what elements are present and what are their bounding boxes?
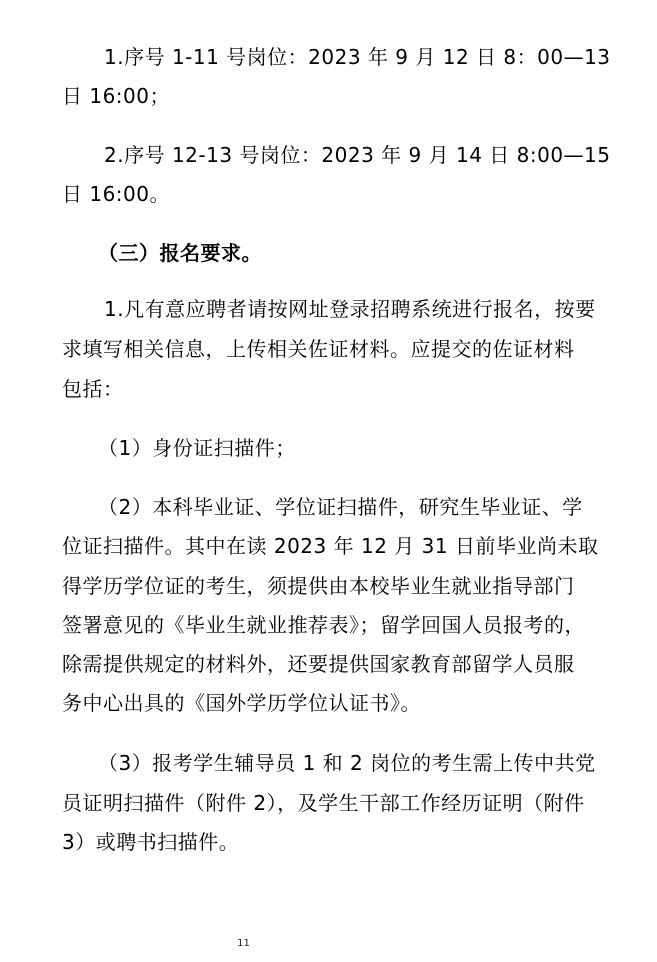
paragraph-line: 1.序号 1-11 号岗位：2023 年 9 月 12 日 8：00—13 xyxy=(104,45,611,69)
paragraph-line: 包括： xyxy=(62,377,124,401)
section-heading: （三）报名要求。 xyxy=(98,241,262,265)
paragraph-line: 日 16:00； xyxy=(62,84,170,108)
paragraph-line: 日 16:00。 xyxy=(62,182,170,206)
paragraph-line: 3）或聘书扫描件。 xyxy=(62,830,240,854)
paragraph-line: 1.凡有意应聘者请按网址登录招聘系统进行报名，按要 xyxy=(104,297,596,321)
paragraph-line: 员证明扫描件（附件 2），及学生干部工作经历证明（附件 xyxy=(62,791,585,815)
paragraph-line: 签署意见的《毕业生就业推荐表》；留学回国人员报考的， xyxy=(62,613,585,637)
list-item: （3）报考学生辅导员 1 和 2 岗位的考生需上传中共党 xyxy=(98,751,596,775)
page-number: 11 xyxy=(237,938,250,949)
paragraph-line: 位证扫描件。其中在读 2023 年 12 月 31 日前毕业尚未取 xyxy=(62,534,599,558)
list-item: （2）本科毕业证、学位证扫描件，研究生毕业证、学 xyxy=(98,495,583,519)
list-item: （1）身份证扫描件； xyxy=(98,436,296,460)
paragraph-line: 务中心出具的《国外学历学位认证书》。 xyxy=(62,691,421,715)
paragraph-line: 求填写相关信息，上传相关佐证材料。应提交的佐证材料 xyxy=(62,337,575,361)
paragraph-line: 除需提供规定的材料外，还要提供国家教育部留学人员服 xyxy=(62,652,575,676)
paragraph-line: 2.序号 12-13 号岗位：2023 年 9 月 14 日 8:00—15 xyxy=(104,143,611,167)
paragraph-line: 得学历学位证的考生，须提供由本校毕业生就业指导部门 xyxy=(62,574,575,598)
